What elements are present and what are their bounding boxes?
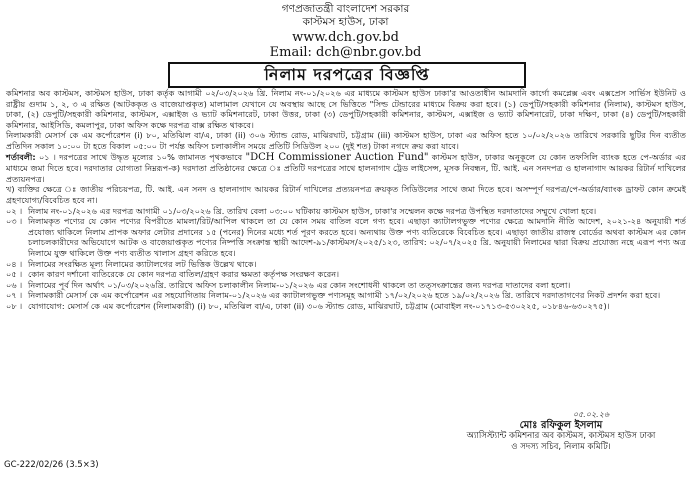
seller-paragraph: নিলামকারী মেসার্স কে এম কর্পোরেশন (i) ৮০, মতিঝিল বা/এ, ঢাকা (ii) ৩০৬ স্ট্যান্ড রোড, মাঝিরঘাট, চট্টগ্রাম (iii) কাস্টমস হাউস, ঢাকা এর অফিস হতে ১০/০২/২০২৬ তারিখে সরকারি ছুটির দিন ব্যতীত প্রতিদিন সকাল ১০:০০ টা হতে বিকাল ০৫:০০ টা পর্যন্ত অফিস চলাকালীন সময়ে প্রতিটি সিডিউল ২০০ (দুই শত) টাকা নগদে ক্রয় করা যাবে। (6, 130, 686, 151)
list-item (6, 280, 686, 291)
item-number: ০৪ । (6, 258, 23, 269)
item-number: ০৬ । (6, 279, 23, 290)
signature-mark: ০৫.০২.২৬ (572, 410, 610, 419)
email-text: Email: dch@nbr.gov.bd (269, 45, 422, 60)
item-text: নিলামের সংরক্ষিত মূল্য নিলামের ক্যাটালগের লট ভিত্তিক উল্লেখ থাকে। (28, 258, 257, 269)
list-item (6, 290, 686, 301)
list-item (6, 206, 686, 217)
signature-block (441, 409, 681, 453)
signatory-name: মোঃ রফিকুল ইসলাম (519, 420, 603, 431)
list-item (6, 301, 686, 312)
notice-title-banner: নিলাম দরপত্রের বিজ্ঞপ্তি (168, 62, 526, 88)
intro-paragraph: কমিশনার অব কাস্টমস, কাস্টমস হাউস, ঢাকা কর্তৃক আগামী ০২/০৩/২০২৬ খ্রি. নিলাম নং-০১/২০২৬ এর মাধ্যমে কাস্টমস হাউস ঢাকা'র আওতাধীন আমদানি কার্গো কমপ্লেক্স এবং এক্সপ্রেস সার্ভিস ইউনিট ও রাষ্ট্রীয় গুদাম ১, ২, ৩ এ রক্ষিত (আটককৃত ও বাজেয়াপ্তকৃত) মালামাল যেখানে যে অবস্থায় আছে সে ভিত্তিতে "সিল্ড টেন্ডারের মাধ্যমে বিক্রয় করা হবে। (১) ডেপুটি/সহকারী কমিশনার (নিলাম), কাস্টমস হাউস, ঢাকা, (২) ডেপুটি/সহকারী কমিশনার, কাস্টমস, এক্সাইজ ও ভ্যাট কমিশনারেট, ঢাকা উত্তর, ঢাকা (৩) ডেপুটি/সহকারী কমিশনার, কাস্টমস, এক্সাইজ ও ভ্যাট কমিশনারেট, ঢাকা দক্ষিণ, ঢাকা (৪) ডেপুটি/সহকারী কমিশনার, আইসিডি, কমলাপুর, ঢাকা অফিস কক্ষে দরপত্র বাক্স রক্ষিত থাকবে। (6, 88, 686, 130)
item-number: ০৫ । (6, 269, 23, 280)
item-text: নিলামের পূর্ব দিন অর্থাৎ ০১/০৩/২০২৬খ্রি. তারিখে অফিস চলাকালীন নিলাম-০১/২০২৬ এর কোন সংশোধনী থাকলে তা তত্সংক্রান্তের জন্য দরপত্র দাতাদের বলা হলো। (28, 279, 571, 290)
item-text: নিলামকারী মেসার্স কে এম কর্পোরেশন এর সহযোগিতায় নিলাম-০১/২০২৬ এর ক্যাটালগভুক্ত পণ্যসমূহ আগামী ১৭/০২/২০২৬ হতে ১৯/০২/২০২৬ খ্রি. তারিখে দরদাতাগণের নিকট প্রদর্শন করা হবে। (28, 290, 661, 301)
term-1 (6, 152, 686, 185)
list-item (6, 259, 686, 270)
term-1-text-b: কাস্টমস হাউস, ঢাকার অনুকূলে যে কোন তফসিলি ব্যাংক হতে পে-অর্ডার এর মাধ্যমে জমা দিতে হবে। দরদাতার যোগ্যতা নিম্নরূপ-ক) দরদাতা প্রতিষ্ঠানের ক্ষেত্রে ঃ প্রতিটি দরপত্রের সাথে হালনাগাদ ট্রেড লাইসেন্স, মূসক নিবন্ধন, টি. আই. এন সনদপত্র ও হালনাগাদ আয়কর রিটার্ন দাখিলের প্রত্যয়নপত্র। (6, 151, 686, 184)
office-line: কাস্টমস হাউস, ঢাকা (302, 16, 389, 28)
term-1-individual: খ) ব্যক্তির ক্ষেত্রে ঃ জাতীয় পরিচয়পত্র, টি. আই. এন সনদ ও হালনাগাদ আয়কর রিটার্ন দাখিলের প্রত্যয়নপত্র ক্রয়কৃত সিডিউলের সাথে জমা দিতে হবে। অসম্পূর্ণ দরপত্র/পে-অর্ডার/ব্যাংক ড্রাফট কোন ক্রমেই গ্রহণযোগ্য/বিবেচিত হবে না। (6, 184, 686, 205)
reference-code: GC-222/02/26 (3.5×3) (4, 460, 99, 470)
list-item (6, 216, 686, 258)
item-number: ০২ । (6, 205, 23, 216)
item-number: ০৭ । (6, 290, 23, 301)
item-number: ০৩ । (6, 216, 23, 227)
term-1-text-a: ০১ । দরপত্রের সাথে উদ্ধৃত মূল্যের ১০% জামানত পৃথকভাবে (38, 151, 243, 162)
website-text: www.dch.gov.bd (292, 30, 399, 45)
item-text: নিলামকৃত পণ্যের যে কোন পণ্যের বিপরীতে মামলা/রিট/আপিল থাকলে তা যে কোন সময় বাতিল বলে গণ্য হবে। এছাড়া ক্যাটালগভুক্ত পণ্যের ক্ষেত্রে আমদানি নীতি আদেশ, ২০২১-২৪ অনুযায়ী শর্ত প্রযোজ্য থাকিলে নিলাম প্রাপক অফার লেটার প্রদানের ১৫ (পনের) দিনের মধ্যে শর্ত পূরণ করতে হবে। অন্যথায় উক্ত পণ্য ব্যতিরেকে বিবেচিত হবে। এছাড়া জাতীয় রাজস্ব বোর্ডের অথবা কাস্টমস এর কোন চলাচলকারীদের অভিযোগে আটক ও বাজেয়াপ্তকৃত পণ্যের নিষ্পত্তি সংক্রান্ত স্থায়ী আদেশ-৯১/কাস্টমস/২০২৫/১২৩, তারিখ: ০২/০৭/২০২৫ খ্রি. অনুযায়ী নিলামের দ্বারা বিক্রয় প্রযোজ্য নহে এরূপ পণ্য অত্র নিলামে যুক্ত থাকিলে উক্ত পণ্য ব্যতীত খালাস গ্রহণ করিতে হবে। (28, 216, 686, 258)
govt-line: গণপ্রজাতন্ত্রী বাংলাদেশ সরকার (281, 3, 410, 15)
item-number: ০৮ । (6, 300, 23, 311)
item-text: যোগাযোগ: মেসার্স কে এম কর্পোরেশন (নিলামকারী) (i) ৮০, মতিঝিল বা/এ, ঢাকা (ii) ৩০৬ স্ট্যান্ড রোড, মাঝিরঘাট, চট্টগ্রাম (মোবাইল নং-০১৭১৩-৫৩০২২৫, ০১৮৪৬-৬৩০২৭৫)। (28, 300, 610, 311)
terms-label: শর্তাবলী: (6, 151, 36, 162)
item-text: নিলাম নং-০১/২০২৬ এর দরপত্র আগামী ০১/০৩/২০২৬ খ্রি. তারিখ বেলা ০৩:০০ ঘটিকায় কাস্টমস হাউস, ঢাকা'র সম্মেলন কক্ষে দরপত্র উপস্থিত দরদাতাদের সম্মুখে খোলা হবে। (28, 205, 597, 216)
fund-name: "DCH Commissioner Auction Fund" (245, 151, 429, 163)
item-text: কোন কারণ দর্শানো ব্যতিরেকে যে কোন দরপত্র বাতিল/গ্রহণ করার ক্ষমতা কর্তৃপক্ষ সংরক্ষণ করেন। (28, 269, 340, 280)
list-item (6, 269, 686, 280)
notice-body (6, 88, 686, 311)
signatory-role: ও সদস্য সচিব, নিলাম কমিটি। (511, 442, 611, 452)
signatory-title: অ্যাসিস্ট্যান্ট কমিশনার অব কাস্টমস, কাস্টমস হাউস ঢাকা (466, 431, 656, 441)
